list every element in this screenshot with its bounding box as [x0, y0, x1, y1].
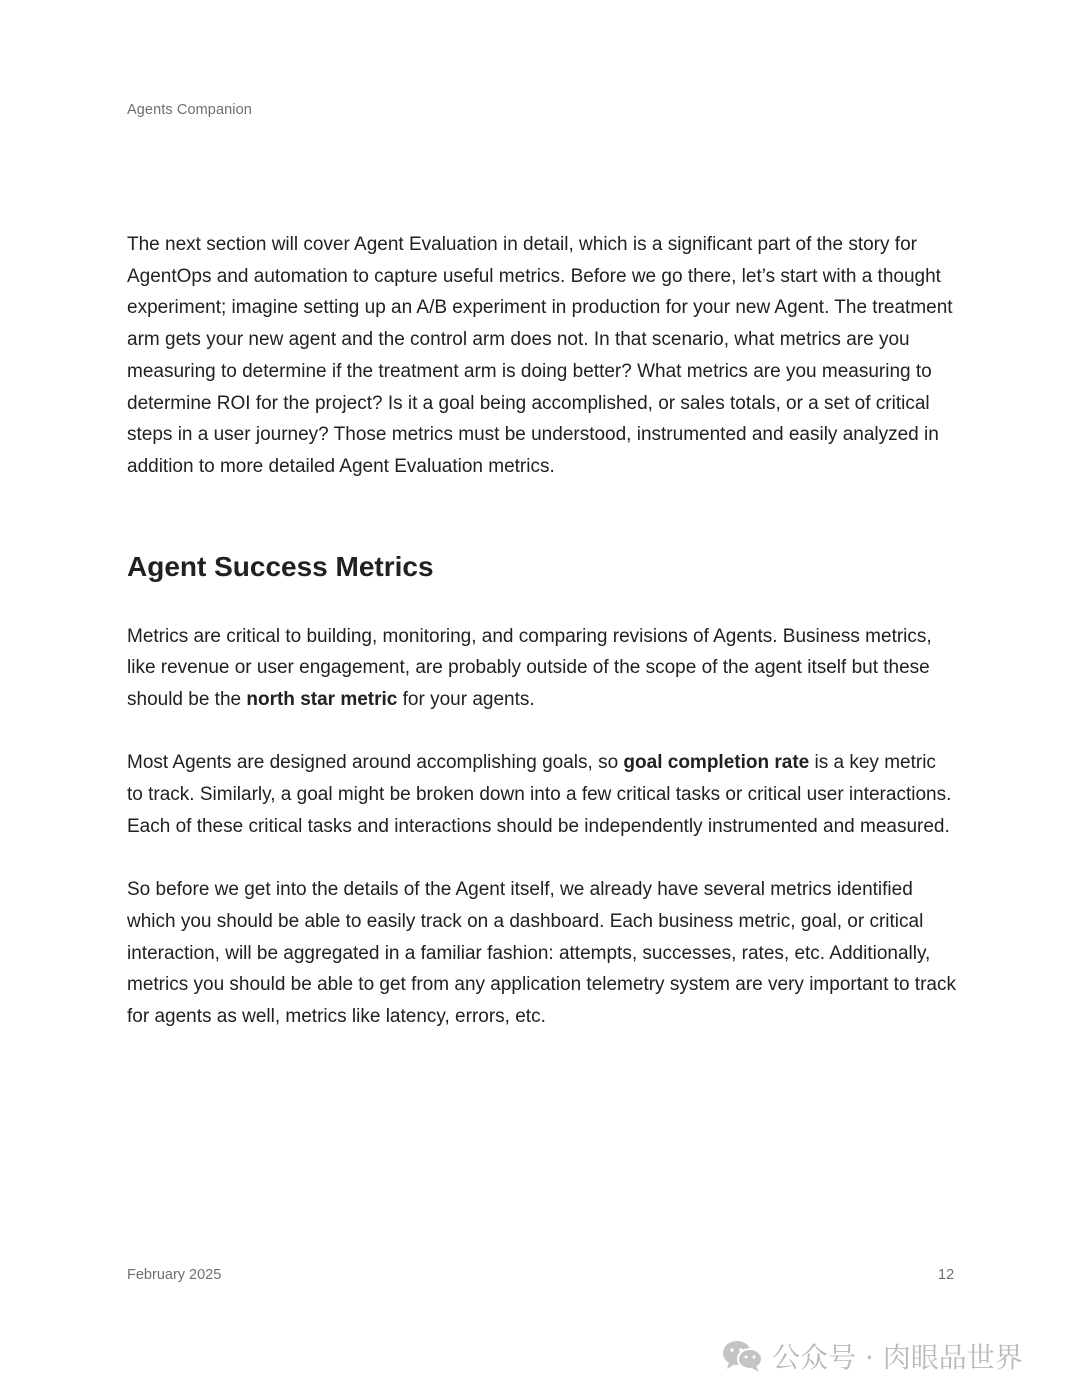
paragraph-dashboard: So before we get into the details of the Agent itself, we already have several metrics identified which you should be able to easily track on a dashboard. Each business metric, goal, or critical interaction, will be aggregated in a familiar fashion: attempts, successes, rates, etc. Additionally, metrics you should be able to get from any application telemetry system are very important to track for agents as well, metrics like latency, errors, etc. — [127, 879, 956, 1028]
paragraph-text: Metrics are critical to building, monitoring, and comparing revisions of Agents. Business metrics, like revenue or user engagement, are probably outside of the scope of the agent itself but these should be the — [127, 625, 932, 711]
page-number: 12 — [938, 1267, 955, 1283]
watermark — [722, 1336, 1023, 1376]
paragraph-text: for your agents. — [397, 689, 535, 711]
paragraph-text: Most Agents are designed around accomplishing goals, so — [127, 752, 624, 774]
wechat-icon — [722, 1339, 764, 1373]
paragraph-metrics — [127, 621, 957, 716]
paragraph-goals — [127, 747, 957, 842]
running-header: Agents Companion — [127, 102, 252, 118]
footer-date: February 2025 — [127, 1267, 222, 1283]
page-content — [127, 229, 957, 1033]
bold-term: north star metric — [246, 689, 398, 711]
watermark-text: 公众号 · 肉眼品世界 — [772, 1341, 1023, 1374]
intro-paragraph: The next section will cover Agent Evaluation in detail, which is a significant part of the story for AgentOps and automation to capture useful metrics. Before we go there, let’s start with a thought experiment; imagine setting up an A/B experiment in production for your new Agent. The treatment arm gets your new agent and the control arm does not. In that scenario, what metrics are you measuring to determine if the treatment arm is doing better? What metrics are you measuring to determine ROI for the project? Is it a goal being accomplished, or sales totals, or a set of critical steps in a user journey? Those metrics must be understood, instrumented and easily analyzed in addition to more detailed Agent Evaluation metrics. — [127, 234, 953, 477]
section-title: Agent Success Metrics — [127, 550, 434, 582]
paragraph-text: is a key metric to track. Similarly, a goal might be broken down into a few critical tasks or critical user interactions. Each of these critical tasks and interactions should be independently instrumented and measured. — [127, 752, 952, 837]
bold-term: goal completion rate — [623, 752, 810, 774]
